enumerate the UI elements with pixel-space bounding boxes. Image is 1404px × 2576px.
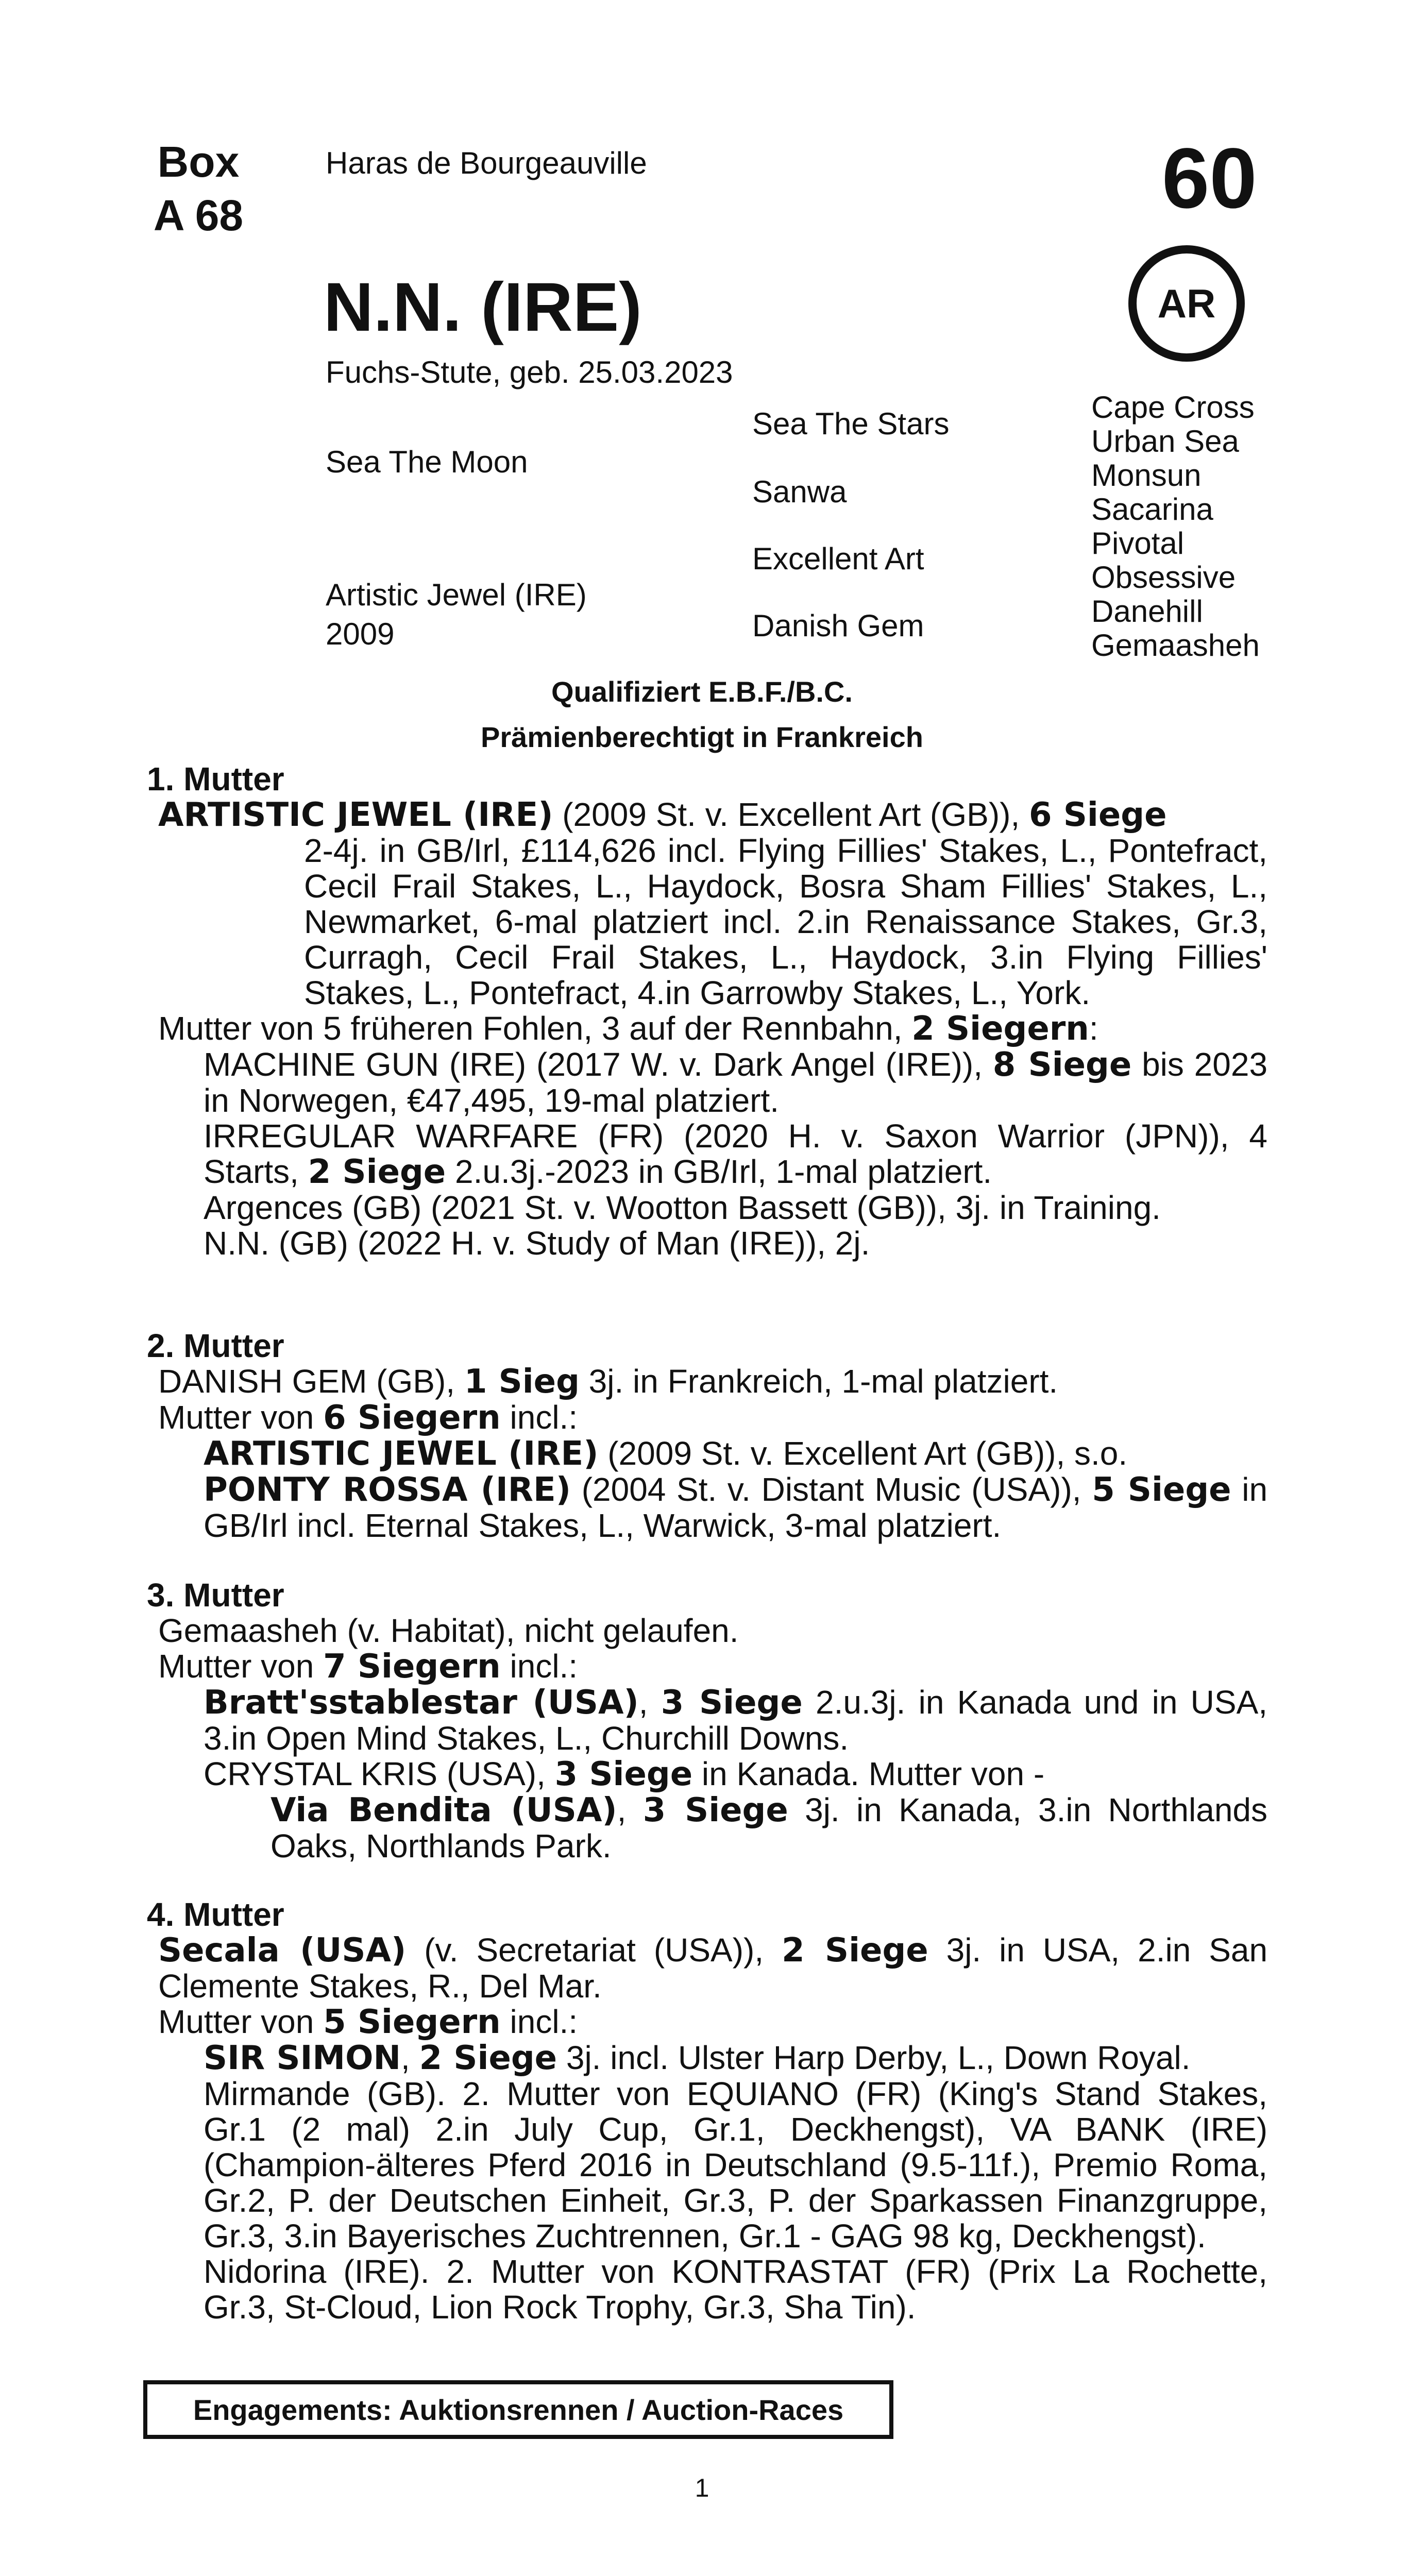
foal-entry: PONTY ROSSA (IRE) (2004 St. v. Distant Music (USA)), 5 Siege in GB/Irl incl. Eternal Stakes, L., Warwick, 3-mal platziert. xyxy=(204,1471,1268,1544)
foal-entry: MACHINE GUN (IRE) (2017 W. v. Dark Angel (IRE)), 8 Siege bis 2023 in Norwegen, €47,495, 19-mal platziert. xyxy=(204,1046,1268,1119)
section-mutter-2 xyxy=(147,1328,1267,1544)
dam-entry: DANISH GEM (GB), 1 Sieg 3j. in Frankreich, 1-mal platziert. xyxy=(158,1363,1058,1401)
pedigree-grandparent: Excellent Art xyxy=(752,541,924,576)
section-heading: 3. Mutter xyxy=(147,1577,284,1614)
pedigree-dam: Artistic Jewel (IRE) xyxy=(326,578,587,612)
pedigree-grandparent: Sanwa xyxy=(752,474,847,509)
section-heading: 2. Mutter xyxy=(147,1327,284,1364)
foal-entry: Bratt'sstablestar (USA), 3 Siege 2.u.3j. in Kanada und in USA, 3.in Open Mind Stakes, L., Churchill Downs. xyxy=(204,1684,1268,1757)
section-mutter-1 xyxy=(147,761,1267,1261)
pedigree-great-grandparents: Cape Cross Urban Sea Monsun Sacarina Pivotal Obsessive Danehill Gemaasheh xyxy=(1091,390,1260,663)
pedigree-sire: Sea The Moon xyxy=(326,445,528,479)
section-mutter-4 xyxy=(147,1897,1267,2325)
page-number: 1 xyxy=(695,2473,709,2502)
foal-entry: N.N. (GB) (2022 H. v. Study of Man (IRE)), 2j. xyxy=(204,1225,870,1262)
foal-entry: Argences (GB) (2021 St. v. Wootton Bassett (GB)), 3j. in Training. xyxy=(204,1189,1161,1226)
section-heading: 4. Mutter xyxy=(147,1896,284,1933)
foal-entry: SIR SIMON, 2 Siege 3j. incl. Ulster Harp Derby, L., Down Royal. xyxy=(204,2039,1191,2077)
grand-foal-entry: Via Bendita (USA), 3 Siege 3j. in Kanada, 3.in Northlands Oaks, Northlands Park. xyxy=(270,1791,1267,1865)
qualification-ebf: Qualifiziert E.B.F./B.C. xyxy=(551,675,853,708)
box-label: Box A 68 xyxy=(153,138,244,240)
lot-number: 60 xyxy=(1162,131,1257,226)
pedigree-grandparent: Danish Gem xyxy=(752,608,924,643)
foal-entry: Mirmande (GB). 2. Mutter von EQUIANO (FR) (King's Stand Stakes, Gr.1 (2 mal) 2.in July Cup, Gr.1, Deckhengst), VA BANK (IRE) (Champion-älteres Pferd 2016 in Deutschland (9.5-11f.), Premio Roma, Gr.2, P. der Deutschen Einheit, Gr.3, P. der Sparkassen Finanzgruppe, Gr.3, 3.in Bayerisches Zuchtrennen, Gr.1 - GAG 98 kg, Deckhengst). xyxy=(204,2075,1267,2255)
section-mutter-3 xyxy=(147,1578,1267,1864)
produce-summary: Mutter von 6 Siegern incl.: xyxy=(158,1399,578,1437)
dam-entry: Secala (USA) (v. Secretariat (USA)), 2 Siege 3j. in USA, 2.in San Clemente Stakes, R., Del Mar. xyxy=(158,1931,1268,2005)
produce-summary: Mutter von 7 Siegern incl.: xyxy=(158,1648,578,1686)
dam-entry: ARTISTIC JEWEL (IRE) (2009 St. v. Excellent Art (GB)), 6 Siege xyxy=(158,796,1167,834)
horse-name: N.N. (IRE) xyxy=(324,269,642,346)
produce-summary: Mutter von 5 früheren Fohlen, 3 auf der Rennbahn, 2 Siegern: xyxy=(158,1010,1098,1048)
dam-entry: Gemaasheh (v. Habitat), nicht gelaufen. xyxy=(158,1612,739,1649)
foal-entry: ARTISTIC JEWEL (IRE) (2009 St. v. Excellent Art (GB)), s.o. xyxy=(204,1435,1128,1473)
produce-summary: Mutter von 5 Siegern incl.: xyxy=(158,2003,578,2041)
foal-entry: Nidorina (IRE). 2. Mutter von KONTRASTAT (FR) (Prix La Rochette, Gr.3, St-Cloud, Lion Rock Trophy, Gr.3, Sha Tin). xyxy=(204,2253,1267,2326)
foal-entry: IRREGULAR WARFARE (FR) (2020 H. v. Saxon Warrior (JPN)), 4 Starts, 2 Siege 2.u.3j.-2023 in GB/Irl, 1-mal platziert. xyxy=(204,1117,1267,1191)
horse-description: Fuchs-Stute, geb. 25.03.2023 xyxy=(326,355,733,389)
ar-badge: AR xyxy=(1128,245,1245,362)
qualification-premium: Prämienberechtigt in Frankreich xyxy=(481,721,923,753)
breeder-name: Haras de Bourgeauville xyxy=(326,146,647,180)
pedigree-dam-year: 2009 xyxy=(326,617,395,651)
dam-race-record: 2-4j. in GB/Irl, £114,626 incl. Flying Fillies' Stakes, L., Pontefract, Cecil Frail Stakes, L., Haydock, Bosra Sham Fillies' Stakes, L., Newmarket, 6-mal platziert incl. 2.in Renaissance Stakes, Gr.3, Curragh, Cecil Frail Stakes, L., Haydock, 3.in Flying Fillies' Stakes, L., Pontefract, 4.in Garrowby Stakes, L., York. xyxy=(304,832,1267,1011)
pedigree-grandparent: Sea The Stars xyxy=(752,406,950,441)
section-heading: 1. Mutter xyxy=(147,760,284,798)
foal-entry: CRYSTAL KRIS (USA), 3 Siege in Kanada. Mutter von - xyxy=(204,1755,1045,1793)
engagements-box: Engagements: Auktionsrennen / Auction-Races xyxy=(143,2380,893,2439)
